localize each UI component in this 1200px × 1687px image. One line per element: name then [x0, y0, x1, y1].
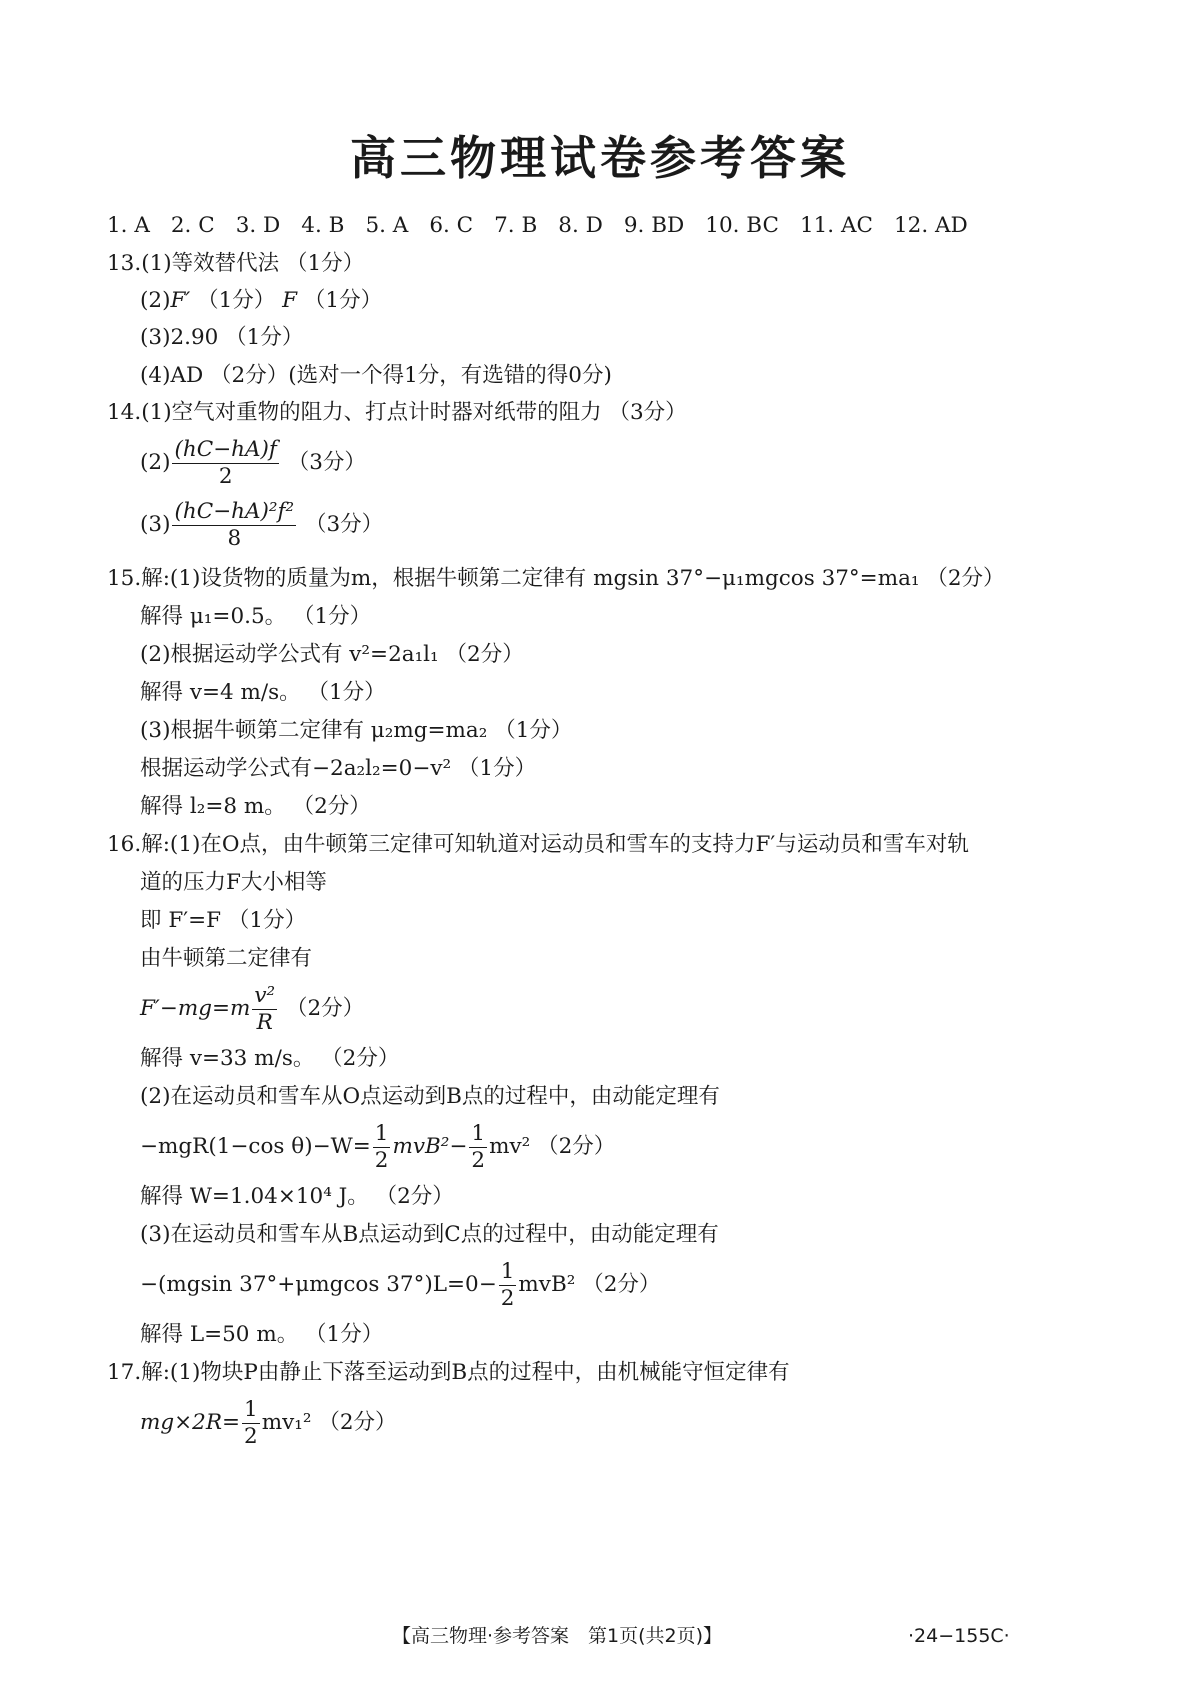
mcq-item: 4. B [301, 213, 345, 238]
q16-line-3: 即 F′=F （1分） [140, 908, 307, 933]
q17-line-1: 17.解:(1)物块P由静止下落至运动到B点的过程中，由机械能守恒定律有 [107, 1360, 790, 1385]
q16-line-12: 解得 L=50 m。 （1分） [140, 1322, 384, 1347]
equation-lhs: −(mgsin 37°+μmgcos 37°)L=0− [140, 1272, 497, 1298]
fraction-numerator: 1 [471, 1121, 486, 1146]
fraction-half [499, 1260, 517, 1310]
q14-line-2 [140, 438, 366, 488]
q16-line-5 [140, 984, 364, 1034]
q15-line-2: 解得 μ₁=0.5。 （1分） [140, 604, 372, 629]
q16-line-4: 由牛顿第二定律有 [140, 946, 313, 971]
fraction-half [469, 1122, 487, 1172]
equation-term: mvB²− [392, 1134, 468, 1160]
q16-line-11 [140, 1260, 660, 1310]
mcq-item: 9. BD [623, 213, 685, 238]
mcq-item: 10. BC [705, 213, 779, 238]
fraction-numerator: v² [254, 983, 276, 1008]
q16-line-8 [140, 1122, 615, 1172]
mcq-item: 6. C [429, 213, 474, 238]
q15-line-3: (2)根据运动学公式有 v²=2a₁l₁ （2分） [140, 642, 524, 667]
fraction-denominator: 2 [471, 1147, 486, 1173]
mcq-item: 7. B [494, 213, 538, 238]
mcq-item: 1. A [107, 213, 150, 238]
mcq-item: 5. A [365, 213, 409, 238]
footer-page-info: 【高三物理·参考答案 第1页(共2页)】 [392, 1625, 723, 1647]
q14-line-3 [140, 500, 383, 550]
q16-score: （2分） [285, 996, 365, 1022]
q13-score: （1分） [190, 288, 283, 313]
equation-term: mvB² （2分） [518, 1272, 661, 1298]
q14-line-1: 14.(1)空气对重物的阻力、打点计时器对纸带的阻力 （3分） [107, 400, 687, 425]
q13-line-3: (3)2.90 （1分） [140, 325, 304, 350]
equation-lhs: mg×2R= [140, 1410, 241, 1436]
equation-lhs: F′−mg=m [140, 996, 251, 1022]
fraction-denominator: 2 [374, 1147, 389, 1173]
q16-line-1: 16.解:(1)在O点，由牛顿第三定律可知轨道对运动员和雪车的支持力F′与运动员和雪车对轨 [107, 832, 969, 857]
q14-fraction-3 [172, 500, 296, 550]
fraction-half [242, 1398, 260, 1448]
fraction-numerator: (hC−hA)f [174, 437, 277, 462]
q16-line-10: (3)在运动员和雪车从B点运动到C点的过程中，由动能定理有 [140, 1222, 719, 1247]
q15-line-1: 15.解:(1)设货物的质量为m，根据牛顿第二定律有 mgsin 37°−μ₁mgcos 37°=ma₁ （2分） [107, 566, 1005, 591]
q13-answer-f: F [282, 288, 298, 313]
fraction-denominator: 2 [244, 1423, 258, 1449]
equation-lhs: −mgR(1−cos θ)−W= [140, 1134, 371, 1160]
q16-fraction-v2-r [252, 984, 277, 1034]
q16-line-9: 解得 W=1.04×10⁴ J。 （2分） [140, 1184, 454, 1209]
fraction-denominator: 8 [227, 525, 242, 551]
footer-code: ·24−155C· [908, 1625, 1010, 1647]
fraction-numerator: 1 [374, 1121, 389, 1146]
equation-term: mv₁² （2分） [261, 1410, 397, 1436]
mcq-item: 2. C [170, 213, 215, 238]
page-title: 高三物理试卷参考答案 [350, 131, 850, 185]
mcq-item: 3. D [235, 213, 281, 238]
mcq-item: 8. D [558, 213, 603, 238]
q15-line-4: 解得 v=4 m/s。 （1分） [140, 680, 386, 705]
q14-part-label: (2) [140, 450, 171, 476]
q13-part-label: (2) [140, 288, 171, 313]
q13-answer-fprime: F′ [170, 288, 191, 313]
q16-line-2: 道的压力F大小相等 [140, 870, 327, 895]
fraction-denominator: R [256, 1009, 273, 1035]
q13-score: （1分） [297, 288, 383, 313]
q16-line-6: 解得 v=33 m/s。 （2分） [140, 1046, 400, 1071]
fraction-numerator: 1 [500, 1259, 515, 1284]
equation-term: mv² （2分） [489, 1134, 616, 1160]
fraction-numerator: 1 [244, 1397, 258, 1422]
q14-score: （3分） [304, 512, 384, 538]
q13-line-4: (4)AD （2分）(选对一个得1分，有选错的得0分) [140, 363, 612, 388]
fraction-denominator: 2 [500, 1285, 515, 1311]
q13-line-2 [140, 286, 382, 316]
q15-line-6: 根据运动学公式有−2a₂l₂=0−v² （1分） [140, 756, 537, 781]
fraction-half [373, 1122, 391, 1172]
q17-line-2 [140, 1398, 397, 1448]
mcq-item: 12. AD [893, 213, 968, 238]
q15-line-5: (3)根据牛顿第二定律有 μ₂mg=ma₂ （1分） [140, 718, 573, 743]
fraction-denominator: 2 [218, 463, 233, 489]
mcq-item: 11. AC [799, 213, 873, 238]
mcq-answers [107, 211, 989, 241]
q14-score: （3分） [287, 450, 366, 476]
fraction-numerator: (hC−hA)²f² [174, 499, 295, 524]
q13-line-1: 13.(1)等效替代法 （1分） [107, 251, 365, 276]
q15-line-7: 解得 l₂=8 m。 （2分） [140, 794, 371, 819]
q14-fraction-2 [172, 438, 278, 488]
q14-part-label: (3) [140, 512, 171, 538]
q16-line-7: (2)在运动员和雪车从O点运动到B点的过程中，由动能定理有 [140, 1084, 720, 1109]
